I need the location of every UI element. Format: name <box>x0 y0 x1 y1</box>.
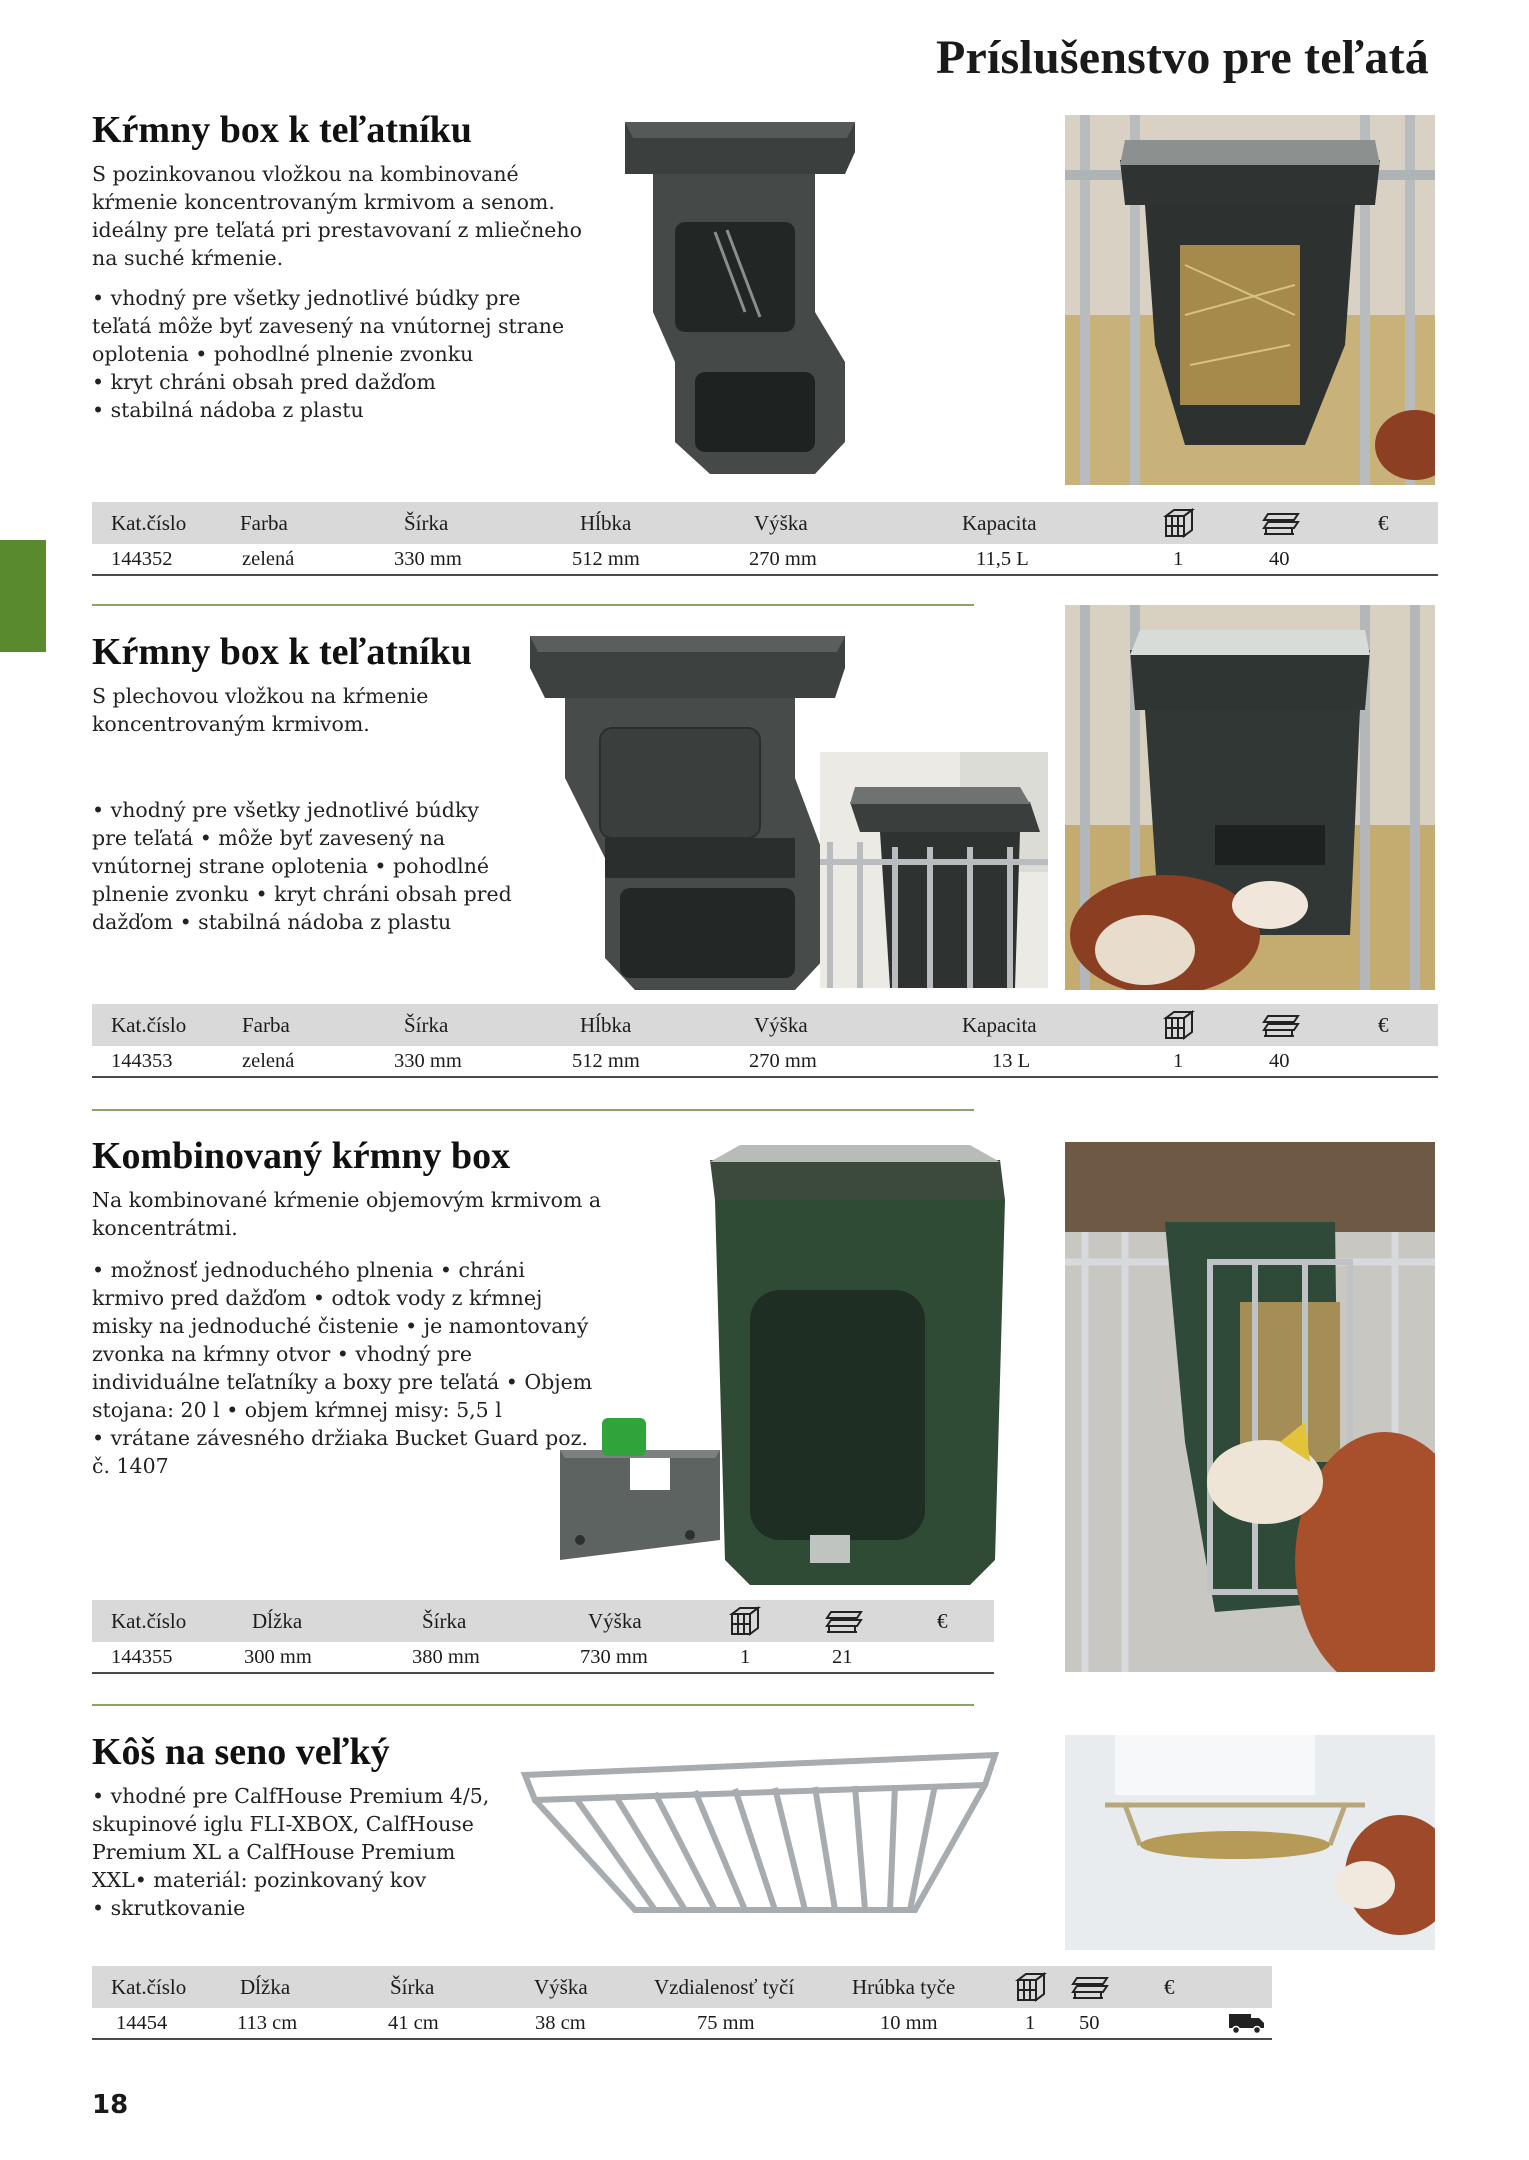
section-divider <box>92 604 974 606</box>
cell-height: 38 cm <box>535 2011 586 2034</box>
col-bar-spacing: Vzdialenosť tyčí <box>654 1974 795 1999</box>
photo-calf-at-hay-rack <box>1065 1735 1435 1950</box>
pallet-icon <box>1071 1966 1109 2008</box>
desc-line: koncentrovaným krmivom. <box>92 712 370 736</box>
section-4-bullets <box>92 1782 489 1922</box>
cell-color: zelená <box>242 1049 295 1072</box>
bullet-line: • vhodné pre CalfHouse Premium 4/5, <box>92 1784 490 1808</box>
col-color: Farba <box>242 1012 290 1037</box>
cell-box-qty: 1 <box>1025 2011 1036 2034</box>
col-width: Šírka <box>390 1974 435 1999</box>
cell-box-qty: 1 <box>1173 1049 1184 1072</box>
bullet-line: plnenie zvonku • kryt chráni obsah pred <box>92 882 512 906</box>
bullet-line: • vrátane závesného držiaka Bucket Guard poz. <box>92 1426 588 1450</box>
col-catalog-number: Kat.číslo <box>111 1608 187 1633</box>
col-catalog-number: Kat.číslo <box>111 510 187 535</box>
spec-table-row <box>92 544 1438 576</box>
col-catalog-number: Kat.číslo <box>111 1012 187 1037</box>
spec-table-header <box>92 1004 1438 1046</box>
package-cube-icon <box>1162 1004 1196 1046</box>
spec-table-header <box>92 502 1438 544</box>
bullet-line: misky na jednoduché čistenie • je namontovaný <box>92 1314 589 1338</box>
spec-table-row <box>92 2008 1272 2040</box>
cell-width: 330 mm <box>394 547 462 570</box>
col-width: Šírka <box>422 1608 467 1633</box>
cell-pallet-qty: 21 <box>832 1645 853 1668</box>
cell-box-qty: 1 <box>1173 547 1184 570</box>
cell-catalog-number: 144352 <box>111 547 173 570</box>
col-length: Dĺžka <box>252 1608 303 1633</box>
desc-line: S plechovou vložkou na kŕmenie <box>92 684 429 708</box>
cell-catalog-number: 144353 <box>111 1049 173 1072</box>
bullet-line: • kryt chráni obsah pred dažďom <box>92 370 436 394</box>
col-width: Šírka <box>404 1012 449 1037</box>
col-price: € <box>1378 1012 1389 1037</box>
bullet-line: • vhodný pre všetky jednotlivé búdky pre <box>92 286 521 310</box>
cell-catalog-number: 14454 <box>116 2011 168 2034</box>
bullet-line: • skrutkovanie <box>92 1896 246 1920</box>
bullet-line: individuálne teľatníky a boxy pre teľatá • Objem <box>92 1370 593 1394</box>
product-image-calf-feeder-galvanized <box>615 112 865 482</box>
bullet-line: zvonka na kŕmny otvor • vhodný pre <box>92 1342 473 1366</box>
cell-depth: 512 mm <box>572 547 640 570</box>
bullet-line: XXL• materiál: pozinkovaný kov <box>92 1868 427 1892</box>
section-3-title: Kombinovaný kŕmny box <box>92 1135 511 1177</box>
spec-table-header <box>92 1600 994 1642</box>
col-color: Farba <box>240 510 288 535</box>
section-1-title: Kŕmny box k teľatníku <box>92 109 472 151</box>
cell-box-qty: 1 <box>740 1645 751 1668</box>
col-capacity: Kapacita <box>962 510 1037 535</box>
desc-line: na suché kŕmenie. <box>92 246 284 270</box>
cell-color: zelená <box>242 547 295 570</box>
cell-capacity: 11,5 L <box>976 547 1029 570</box>
col-capacity: Kapacita <box>962 1012 1037 1037</box>
section-3-description <box>92 1186 601 1242</box>
package-cube-icon <box>1014 1966 1048 2008</box>
col-width: Šírka <box>404 510 449 535</box>
delivery-truck-icon <box>1228 2008 1266 2038</box>
cell-length: 300 mm <box>244 1645 312 1668</box>
bullet-line: vnútornej strane oplotenia • pohodlné <box>92 854 490 878</box>
photo-calf-with-combined-feeder <box>1065 1142 1435 1672</box>
col-price: € <box>1378 510 1389 535</box>
col-catalog-number: Kat.číslo <box>111 1974 187 1999</box>
page-number: 18 <box>92 2090 129 2120</box>
bullet-line: dažďom • stabilná nádoba z plastu <box>92 910 452 934</box>
section-2-title: Kŕmny box k teľatníku <box>92 631 472 673</box>
bullet-line: č. 1407 <box>92 1454 169 1478</box>
spec-table-header <box>92 1966 1272 2008</box>
section-3-bullets <box>92 1256 592 1480</box>
spec-table-row <box>92 1046 1438 1078</box>
section-4-title: Kôš na seno veľký <box>92 1731 390 1773</box>
bullet-line: • možnosť jednoduchého plnenia • chráni <box>92 1258 525 1282</box>
col-length: Dĺžka <box>240 1974 291 1999</box>
photo-feeder-on-calf-pen <box>1065 115 1435 485</box>
bullet-line: teľatá môže byť zavesený na vnútornej strane <box>92 314 565 338</box>
bullet-line: Premium XL a CalfHouse Premium <box>92 1840 456 1864</box>
cell-width: 330 mm <box>394 1049 462 1072</box>
cell-depth: 512 mm <box>572 1049 640 1072</box>
cell-height: 270 mm <box>749 1049 817 1072</box>
bullet-line: pre teľatá • môže byť zavesený na <box>92 826 446 850</box>
bullet-line: • stabilná nádoba z plastu <box>92 398 364 422</box>
cell-height: 730 mm <box>580 1645 648 1668</box>
pallet-icon <box>825 1600 863 1642</box>
cell-pallet-qty: 50 <box>1079 2011 1100 2034</box>
photo-calf-eating-from-feeder <box>1065 605 1435 990</box>
col-price: € <box>937 1608 948 1633</box>
col-height: Výška <box>588 1608 642 1633</box>
section-color-tab <box>0 540 46 652</box>
cell-bar-spacing: 75 mm <box>697 2011 755 2034</box>
bullet-line: stojana: 20 l • objem kŕmnej misy: 5,5 l <box>92 1398 502 1422</box>
bullet-line: oplotenia • pohodlné plnenie zvonku <box>92 342 474 366</box>
desc-line: koncentrátmi. <box>92 1216 238 1240</box>
desc-line: kŕmenie koncentrovaným krmivom a senom. <box>92 190 555 214</box>
pallet-icon <box>1262 502 1300 544</box>
desc-line: Na kombinované kŕmenie objemovým krmivom a <box>92 1188 602 1212</box>
bullet-line: skupinové iglu FLI-XBOX, CalfHouse <box>92 1812 474 1836</box>
col-bar-thickness: Hrúbka tyče <box>852 1974 956 1999</box>
pallet-icon <box>1262 1004 1300 1046</box>
cell-length: 113 cm <box>237 2011 298 2034</box>
col-depth: Hĺbka <box>580 510 632 535</box>
desc-line: S pozinkovanou vložkou na kombinované <box>92 162 519 186</box>
section-1-description <box>92 160 582 272</box>
section-1-bullets <box>92 284 564 424</box>
col-height: Výška <box>534 1974 588 1999</box>
cell-pallet-qty: 40 <box>1269 547 1290 570</box>
cell-width: 41 cm <box>388 2011 439 2034</box>
bullet-line: krmivo pred dažďom • odtok vody z kŕmnej <box>92 1286 543 1310</box>
page-title: Príslušenstvo pre teľatá <box>935 31 1429 84</box>
section-divider <box>92 1109 974 1111</box>
product-image-calf-feeder-sheet-metal <box>525 628 855 998</box>
desc-line: ideálny pre teľatá pri prestavovaní z mliečneho <box>92 218 582 242</box>
cell-capacity: 13 L <box>992 1049 1031 1072</box>
cell-bar-thickness: 10 mm <box>880 2011 938 2034</box>
col-depth: Hĺbka <box>580 1012 632 1037</box>
col-price: € <box>1164 1974 1175 1999</box>
photo-feeder-on-railing <box>820 752 1048 988</box>
section-2-description <box>92 682 428 738</box>
cell-catalog-number: 144355 <box>111 1645 173 1668</box>
cell-pallet-qty: 40 <box>1269 1049 1290 1072</box>
product-image-combined-feeder-green <box>700 1140 1020 1590</box>
cell-width: 380 mm <box>412 1645 480 1668</box>
section-divider <box>92 1704 974 1706</box>
col-height: Výška <box>754 1012 808 1037</box>
spec-table-row <box>92 1642 994 1674</box>
product-image-hay-rack <box>515 1745 1005 1930</box>
package-cube-icon <box>728 1600 762 1642</box>
col-height: Výška <box>754 510 808 535</box>
bullet-line: • vhodný pre všetky jednotlivé búdky <box>92 798 479 822</box>
section-2-bullets <box>92 796 512 936</box>
cell-height: 270 mm <box>749 547 817 570</box>
package-cube-icon <box>1162 502 1196 544</box>
